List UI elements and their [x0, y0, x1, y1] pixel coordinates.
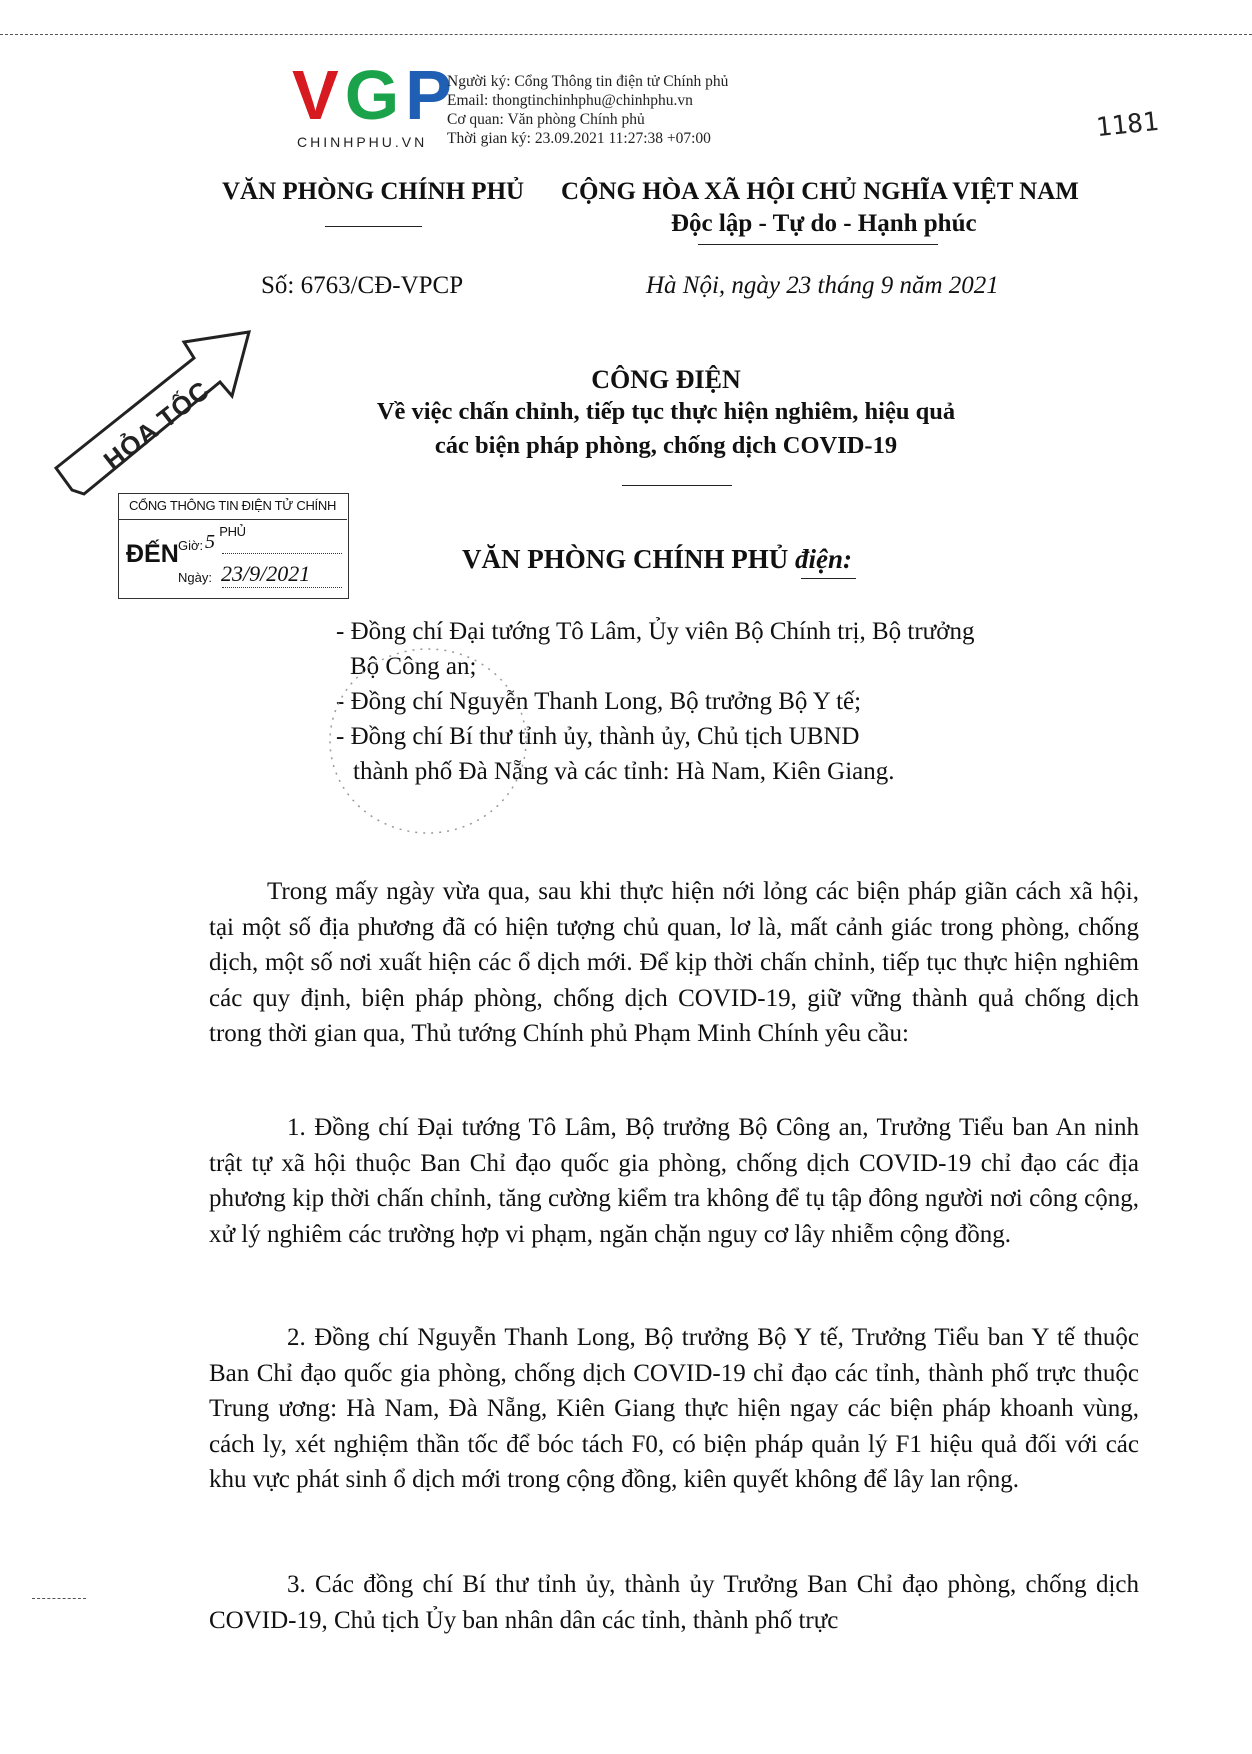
receipt-date-label: Ngày: — [178, 570, 212, 585]
body-paragraph-intro: Trong mấy ngày vừa qua, sau khi thực hiện nới lỏng các biện pháp giãn cách xã hội, tại một số địa phương đã có hiện tượng chủ quan, lơ là, mất cảnh giác trong phòng, chống dịch, một số nơi xuất hiện các ổ dịch mới. Để kịp thời chấn chỉnh, tiếp tục thực hiện nghiêm các quy định, biện pháp phòng, chống dịch COVID-19, giữ vững thành quả chống dịch trong thời gian qua, Thủ tướng Chính phủ Phạm Minh Chính yêu cầu: — [209, 878, 1139, 1047]
issuer-name: VĂN PHÒNG CHÍNH PHỦ — [222, 178, 525, 205]
vgp-logo — [292, 56, 458, 134]
signature-email: Email: thongtinchinhphu@chinhphu.vn — [447, 92, 693, 109]
recipient-line: - Đồng chí Nguyễn Thanh Long, Bộ trưởng Bộ Y tế; — [336, 688, 862, 715]
signature-signer: Người ký: Cổng Thông tin điện tử Chính phủ — [447, 73, 729, 90]
signature-agency: Cơ quan: Văn phòng Chính phủ — [447, 111, 645, 128]
receipt-date-dotline — [222, 587, 342, 588]
receipt-hour-value: 5 — [205, 531, 215, 553]
document-date: Hà Nội, ngày 23 tháng 9 năm 2021 — [646, 272, 999, 299]
vgp-logo-g: G — [344, 56, 406, 134]
vgp-logo-subtitle: CHINHPHU.VN — [297, 134, 428, 150]
handwritten-margin-note: 1181 — [1094, 106, 1161, 144]
receipt-stamp-header: CỔNG THÔNG TIN ĐIỆN TỬ CHÍNH PHỦ — [118, 493, 347, 520]
motto-underline — [698, 244, 938, 245]
faint-seal-impression — [318, 636, 538, 846]
title-underline — [622, 485, 732, 486]
recipient-line: Bộ Công an; — [350, 653, 477, 680]
sender-line — [462, 544, 852, 575]
vgp-logo-v: V — [292, 56, 345, 134]
body-paragraph-2: 2. Đồng chí Nguyễn Thanh Long, Bộ trưởng Bộ Y tế, Trưởng Tiểu ban Y tế thuộc Ban Chỉ đạo quốc gia phòng, chống dịch COVID-19 chỉ đạo các tỉnh, thành phố trực thuộc Trung ương: Hà Nam, Đà Nẵng, Kiên Giang thực hiện ngay các biện pháp khoanh vùng, cách ly, xét nghiệm thần tốc để bóc tách F0, có biện pháp quản lý F1 hiệu quả đối với các khu vực phát sinh ổ dịch mới trong cộng đồng, kiên quyết không để lây lan rộng. — [209, 1324, 1139, 1493]
receipt-date-value: 23/9/2021 — [221, 561, 311, 586]
body-paragraph-3: 3. Các đồng chí Bí thư tỉnh ủy, thành ủy Trưởng Ban Chỉ đạo phòng, chống dịch COVID-19, Chủ tịch Ủy ban nhân dân các tỉnh, thành phố trực — [209, 1571, 1139, 1634]
signature-time: Thời gian ký: 23.09.2021 11:27:38 +07:00 — [447, 130, 711, 147]
subject-line-2: các biện pháp phòng, chống dịch COVID-19 — [434, 432, 898, 459]
vgp-logo-p: P — [405, 56, 458, 134]
issuer-underline — [325, 226, 422, 227]
document-type-title: CÔNG ĐIỆN — [591, 365, 741, 394]
scan-edge-top — [0, 34, 1252, 35]
urgent-stamp-text: HỎA TỐC — [97, 374, 216, 476]
recipient-line: thành phố Đà Nẵng và các tỉnh: Hà Nam, Kiên Giang. — [353, 758, 895, 785]
recipient-line: - Đồng chí Đại tướng Tô Lâm, Ủy viên Bộ Chính trị, Bộ trưởng — [336, 618, 975, 645]
subject-line-1: Về việc chấn chỉnh, tiếp tục thực hiện nghiêm, hiệu quả — [376, 398, 956, 425]
receipt-hour-dotline — [222, 553, 342, 554]
receipt-stamp-den: ĐẾN — [126, 540, 179, 568]
document-number: Số: 6763/CĐ-VPCP — [261, 272, 464, 299]
digital-signature-block — [447, 72, 728, 148]
nation-name: CỘNG HÒA XÃ HỘI CHỦ NGHĨA VIỆT NAM — [561, 178, 1079, 205]
receipt-hour-label: Giờ: — [178, 538, 204, 553]
recipient-line: - Đồng chí Bí thư tỉnh ủy, thành ủy, Chủ tịch UBND — [336, 723, 860, 750]
national-motto: Độc lập - Tự do - Hạnh phúc — [671, 210, 977, 237]
sender-name: VĂN PHÒNG CHÍNH PHỦ — [462, 544, 789, 574]
sender-underline — [801, 578, 856, 579]
body-paragraph-1: 1. Đồng chí Đại tướng Tô Lâm, Bộ trưởng Bộ Công an, Trưởng Tiểu ban An ninh trật tự xã hội thuộc Ban Chỉ đạo quốc gia phòng, chống dịch COVID-19 chỉ đạo các địa phương kịp thời chấn chỉnh, tăng cường kiểm tra không để tụ tập đông người nơi công cộng, xử lý nghiêm các trường hợp vi phạm, ngăn chặn nguy cơ lây nhiễm cộng đồng. — [209, 1114, 1139, 1248]
sender-verb: điện: — [795, 544, 852, 574]
scan-edge-left — [32, 1598, 86, 1599]
